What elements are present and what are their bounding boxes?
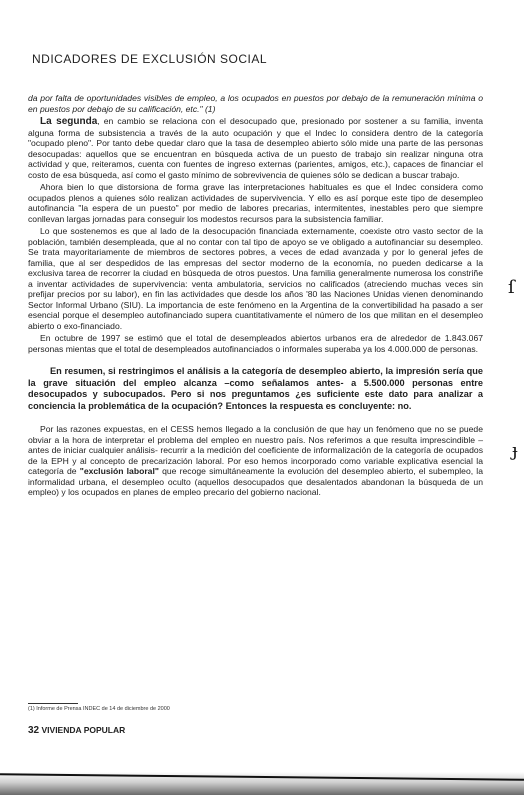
paragraph-cess: [28, 424, 483, 498]
paragraph-cess-text-a: Por las razones expuestas, en el CESS hemos llegado a la conclusión de que hay un fenómeno que no se puede obviar a la hora de interpretar el problema del empleo en nuestro país. Nos referimos a que resulta imprescindible –antes de iniciar cualquier análisis- recurrir a la medición del coeficiente de informalización de la categoría de ocupados de la EPH y al concepto de precarización laboral. Por eso hemos incorporado como variable explicativa esencial la categoría de: [28, 424, 483, 476]
paragraph-distortion: Ahora bien lo que distorsiona de forma grave las interpretaciones habituales es que el Indec considera como ocupados plenos a quienes sólo realizan actividades de supervivencia. Y ello es así porque este tipo de desempleo autofinancia "la espera de un puesto" por medio de labores precarias, intermitentes, inestables pero que siempre conllevan largas jornadas para conseguir los modestos recursos para la subsistencia familiar.: [28, 182, 483, 224]
paragraph-autofinance: Lo que sostenemos es que al lado de la desocupación financiada externamente, coexiste otro vasto sector de la población, también desempleada, que al no contar con tal tipo de apoyo se ve obligado a autofinanciar su desempleo. Se trata mayoritariamente de miembros de sectores pobres, a veces de edad avanzada y por lo general jefes de familia, que al ser despedidos de las empresas del sector moderno de la economía, no pueden dedicarse a la exclusiva tarea de recorrer la ciudad en búsqueda de otros puestos. Una familia generalmente numerosa los constriñe a inventar actividades de supervivencia: venta ambulatoria, servicios no calificados (atreciendo muchas veces sin prefijar precios por su labor), en fin las actividades que desde los años '80 las Naciones Unidas vienen denominando Sector Informal Urbano (SIU). La importancia de este fenómeno en la Argentina de la convertibilidad ha pasado a ser esencial porque el desempleo autofinanciado supera cuantitativamente el número de los que militan en el desempleo abierto o exo-financiado.: [28, 226, 483, 331]
paragraph-summary: En resumen, si restringimos el análisis a la categoría de desempleo abierto, la impresión sería que la grave situación del empleo alcanza –como señalamos antes- a 5.500.000 personas entre desocupados y subocupados. Pero si nos preguntamos ¿es suficiente este dato para analizar a conciencia la problemática de la ocupación? Entonces la respuesta es concluyente: no.: [28, 366, 483, 411]
paragraph-second-text: , en cambio se relaciona con el desocupado que, presionado por sostener a su familia, inventa alguna forma de subsistencia a través de la auto ocupación y que el Indec lo considera dentro de la categoría "ocupado pleno". Por tanto debe quedar claro que la tasa de desempleo abierto sólo mide una parte de las personas desocupadas: aquellos que se encuentran en búsqueda activa de un puesto de trabajo sin realizar ninguna otra actividad y que, reiteramos, cuenta con fuentes de ingreso externas (parientes, amigos, etc.), capaces de financiar el costo de esa búsqueda, así como el gasto mínimo de sobrevivencia de quienes sólo se dedican a buscar trabajo.: [28, 116, 483, 180]
article-body: [28, 93, 483, 500]
footnote-divider: [28, 703, 78, 704]
footnote: (1) Informe de Prensa INDEC de 14 de diciembre de 2000: [28, 706, 170, 712]
page-number: 32: [28, 725, 40, 736]
page-footer: [28, 725, 125, 736]
paragraph-cess-text-b: que recoge simultáneamente la evolución del desempleo abierto, el subempleo, la informalidad urbana, el desempleo oculto (aquellos desocupados que desalentados abandonan la búsqueda de un empleo) y los ocupados en planes de empleo precario del gobierno nacional.: [28, 466, 483, 497]
margin-mark-upper: ſ: [508, 277, 515, 298]
paragraph-continuation: da por falta de oportunidades visibles de empleo, a los ocupados en puestos por debajo de la remuneración mínima o en puestos por debajo de su calificación, etc." (1): [28, 93, 483, 114]
margin-mark-lower: ɟ: [512, 440, 518, 461]
paragraph-second: [28, 116, 483, 180]
term-exclusion-laboral: "exclusión laboral": [79, 466, 159, 476]
page-header: NDICADORES DE EXCLUSIÓN SOCIAL: [32, 52, 268, 66]
paragraph-october-1997: En octubre de 1997 se estimó que el total de desempleados abiertos urbanos era de alrededor de 1.843.067 personas mientas que el total de desempleados autofinanciados o informales superaba ya los 4.000.000 de personas.: [28, 333, 483, 354]
keyword-la-segunda: La segunda: [40, 116, 98, 127]
publication-name: VIVIENDA POPULAR: [41, 725, 126, 735]
